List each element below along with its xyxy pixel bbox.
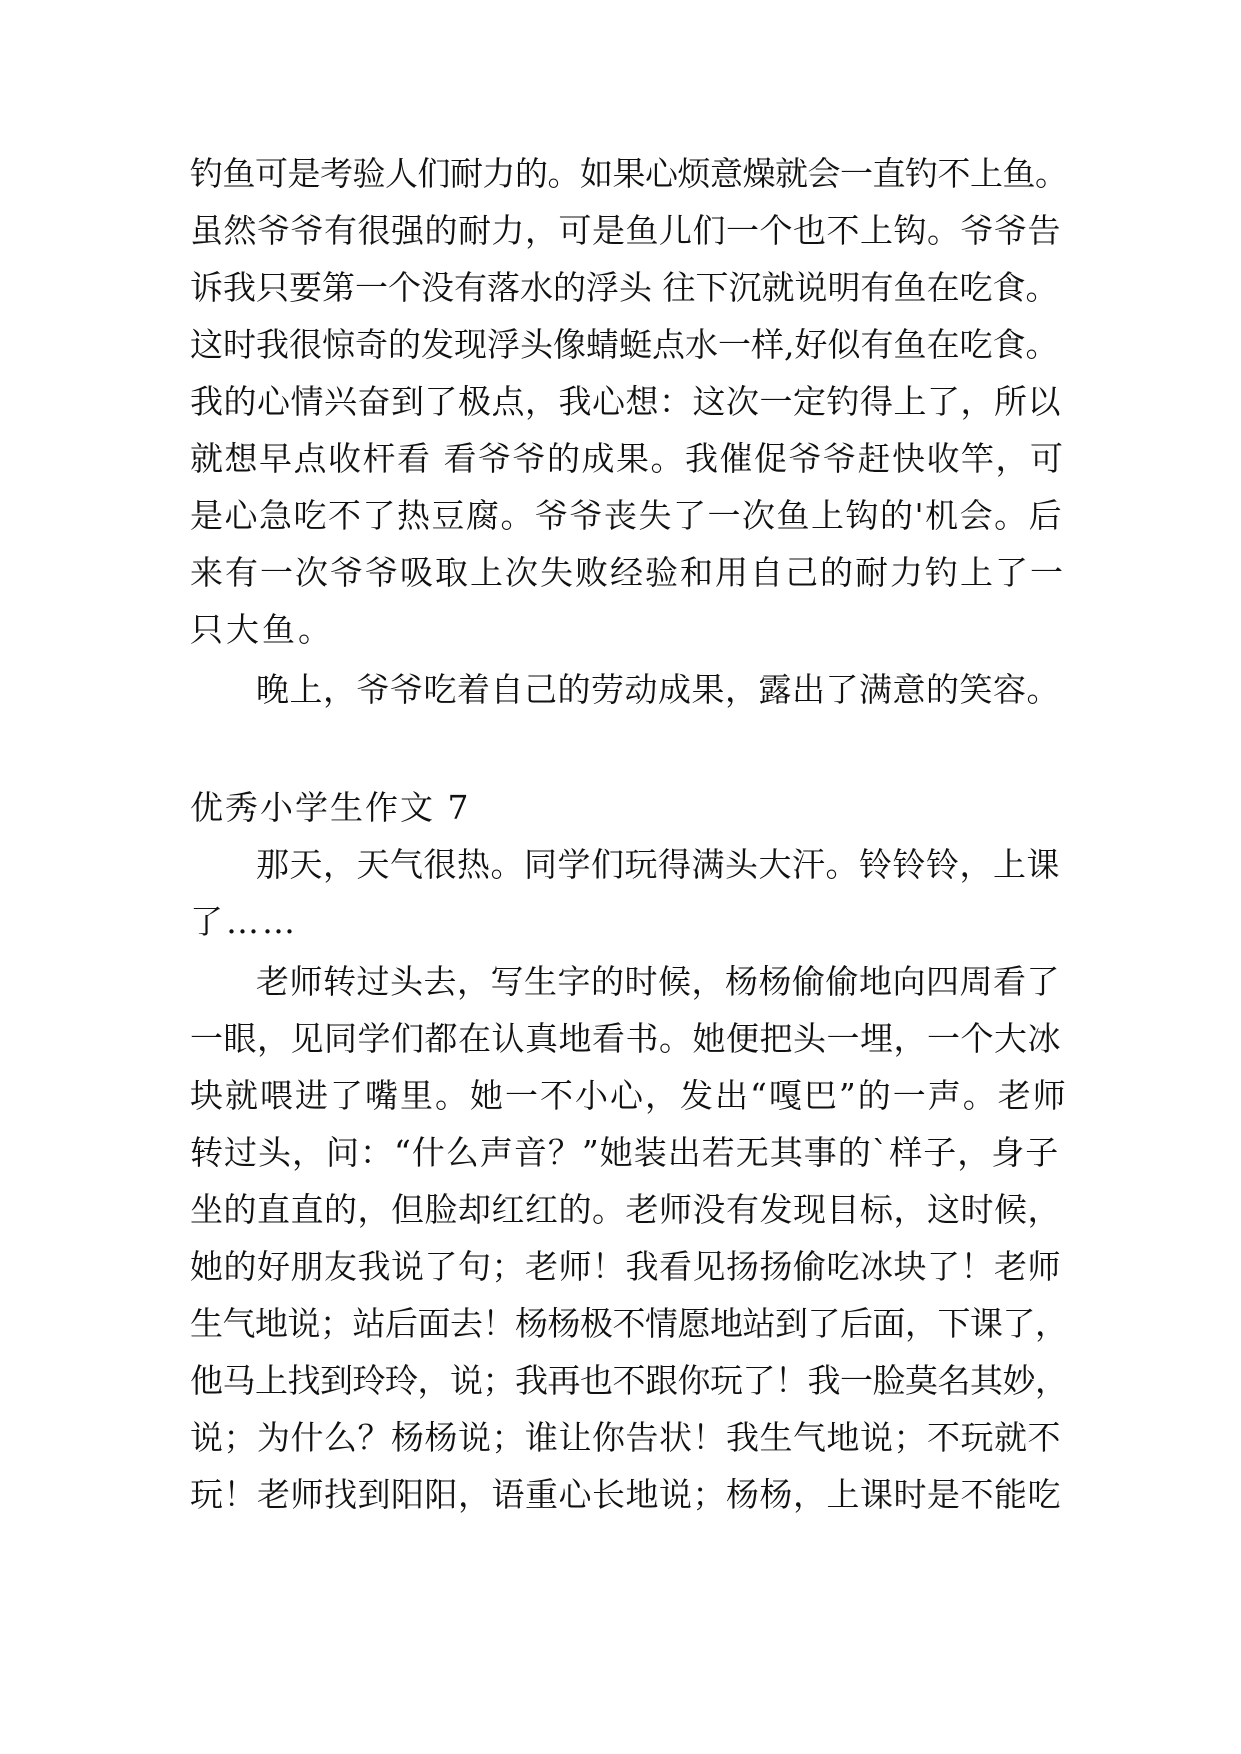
paragraph-line: 一眼，见同学们都在认真地看书。她便把头一埋，一个大冰 [190, 1019, 1061, 1058]
paragraph-line: 他马上找到玲玲，说；我再也不跟你玩了！我一脸莫名其妙， [190, 1361, 1068, 1400]
paragraph-line: 我的心情兴奋到了极点，我心想：这次一定钓得上了，所以 [190, 382, 1061, 421]
paragraph-line: 就想早点收杆看 看爷爷的成果。我催促爷爷赶快收竿，可 [190, 439, 1065, 478]
paragraph-line: 老师转过头去，写生字的时候，杨杨偷偷地向四周看了 [256, 962, 1060, 1001]
paragraph-line: 玩！老师找到阳阳，语重心长地说；杨杨，上课时是不能吃 [190, 1475, 1061, 1514]
paragraph-line: 说；为什么？杨杨说；谁让你告状！我生气地说；不玩就不 [190, 1418, 1061, 1457]
paragraph-line: 块就喂进了嘴里。她一不小心，发出“嘎巴”的一声。老师 [190, 1076, 1068, 1115]
paragraph-line: 钓鱼可是考验人们耐力的。如果心烦意燥就会一直钓不上鱼。 [190, 154, 1068, 193]
paragraph-line: 生气地说；站后面去！杨杨极不情愿地站到了后面，下课了， [190, 1304, 1068, 1343]
paragraph-line: 晚上，爷爷吃着自己的劳动成果，露出了满意的笑容。 [256, 670, 1060, 709]
paragraph-line: 虽然爷爷有很强的耐力，可是鱼儿们一个也不上钩。爷爷告 [190, 211, 1061, 250]
paragraph-line: 了…… [190, 902, 298, 941]
paragraph-line: 转过头，问：“什么声音？”她装出若无其事的`样子，身子 [190, 1133, 1060, 1172]
paragraph-line: 这时我很惊奇的发现浮头像蜻蜓点水一样,好似有鱼在吃食。 [190, 325, 1059, 364]
paragraph-line: 只大鱼。 [190, 610, 334, 649]
paragraph-line: 诉我只要第一个没有落水的浮头 往下沉就说明有鱼在吃食。 [190, 268, 1059, 307]
section-heading: 优秀小学生作文 7 [190, 788, 471, 827]
paragraph-line: 来有一次爷爷吸取上次失败经验和用自己的耐力钓上了一 [190, 553, 1065, 592]
paragraph-line: 坐的直直的，但脸却红红的。老师没有发现目标，这时候， [190, 1190, 1061, 1229]
paragraph-line: 是心急吃不了热豆腐。爷爷丧失了一次鱼上钩的'机会。后 [190, 496, 1064, 535]
paragraph-line: 那天，天气很热。同学们玩得满头大汗。铃铃铃，上课 [256, 845, 1060, 884]
paragraph-line: 她的好朋友我说了句；老师！我看见扬扬偷吃冰块了！老师 [190, 1247, 1061, 1286]
